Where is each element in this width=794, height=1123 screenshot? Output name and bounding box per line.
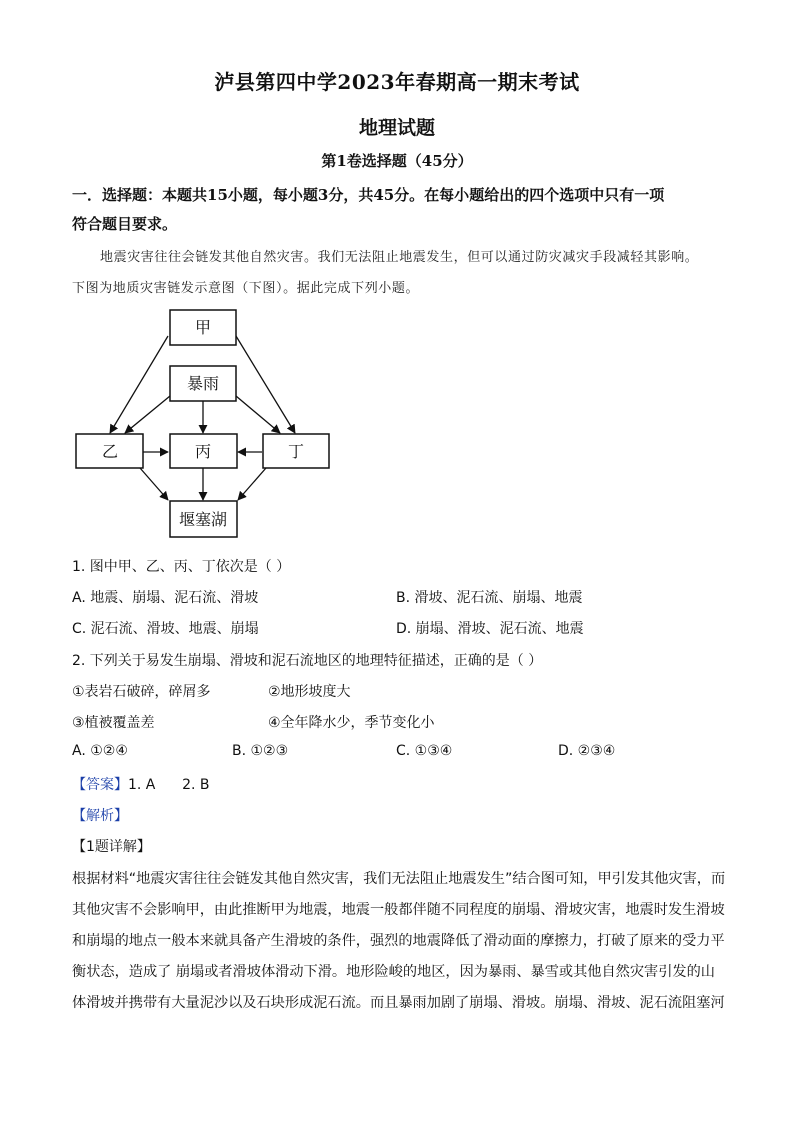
arrow-left-to-bottom [140,468,168,500]
q1-option-b: B. 滑坡、泥石流、崩塌、地震 [396,590,583,606]
detail-1-label: 【1题详解】 [72,839,151,855]
label-bing: 丙 [194,442,212,461]
label-ding: 丁 [287,442,305,461]
material-line-2: 下图为地质灾害链发示意图（下图）。据此完成下列小题。 [72,281,420,296]
q2-statement-4: ④全年降水少，季节变化小 [268,715,435,731]
section-heading: 第1卷选择题（45分） [321,152,473,170]
arrow-top-to-left [110,336,168,433]
material-line-1: 地震灾害往往会链发其他自然灾害。我们无法阻止地震发生，但可以通过防灾减灾手段减轻其影响。 [100,250,699,265]
answer-line [72,774,210,794]
label-jia: 甲 [194,318,212,337]
arrow-top-to-right [236,336,295,433]
q2-option-a: A. ①②④ [72,743,128,759]
analysis-paragraph-line-5: 体滑坡并携带有大量泥沙以及石块形成泥石流。而且暴雨加剧了崩塌、滑坡。崩塌、滑坡、泥石流阻塞河 [72,995,725,1011]
arrow-rain-to-left [125,396,170,433]
label-rainstorm: 暴雨 [186,374,220,393]
label-yi: 乙 [101,442,119,461]
question-2-stem: 2. 下列关于易发生崩塌、滑坡和泥石流地区的地理特征描述，正确的是（ ） [72,653,543,669]
instructions-line-1: 一．选择题：本题共15小题，每小题3分，共45分。在每小题给出的四个选项中只有一项 [72,186,665,204]
q1-option-d: D. 崩塌、滑坡、泥石流、地震 [396,621,584,637]
arrow-right-to-bottom [238,468,266,500]
label-barrier-lake: 堰塞湖 [178,510,228,529]
analysis-paragraph-line-3: 和崩塌的地点一般本来就具备产生滑坡的条件，强烈的地震降低了滑动面的摩擦力，打破了原来的受力平 [72,933,725,949]
disaster-chain-diagram [0,300,794,550]
question-1-stem: 1. 图中甲、乙、丙、丁依次是（ ） [72,559,291,575]
q2-option-b: B. ①②③ [232,743,289,759]
q1-option-a: A. 地震、崩塌、泥石流、滑坡 [72,590,259,606]
answer-value: 1. A 2. B [128,777,210,793]
analysis-paragraph-line-4: 衡状态，造成了 崩塌或者滑坡体滑动下滑。地形险峻的地区，因为暴雨、暴雪或其他自然灾害引发的山 [72,964,715,980]
q1-option-c: C. 泥石流、滑坡、地震、崩塌 [72,621,259,637]
analysis-paragraph-line-2: 其他灾害不会影响甲，由此推断甲为地震，地震一般都伴随不同程度的崩塌、滑坡灾害，地震时发生滑坡 [72,902,725,918]
answer-label: 【答案】 [72,777,128,793]
q2-statement-2: ②地形坡度大 [268,684,351,700]
instructions-line-2: 符合题目要求。 [72,215,178,233]
subject-title: 地理试题 [358,117,435,139]
q2-option-c: C. ①③④ [396,743,453,759]
analysis-label: 【解析】 [72,808,128,824]
q2-option-d: D. ②③④ [558,743,616,759]
analysis-paragraph-line-1: 根据材料“地震灾害往往会链发其他自然灾害，我们无法阻止地震发生”结合图可知，甲引发其他灾害，而 [72,871,726,887]
q2-statement-1: ①表岩石破碎，碎屑多 [72,684,211,700]
q2-statement-3: ③植被覆盖差 [72,715,155,731]
exam-title: 泸县第四中学2023年春期高一期末考试 [214,70,580,94]
arrow-rain-to-right [236,396,280,433]
